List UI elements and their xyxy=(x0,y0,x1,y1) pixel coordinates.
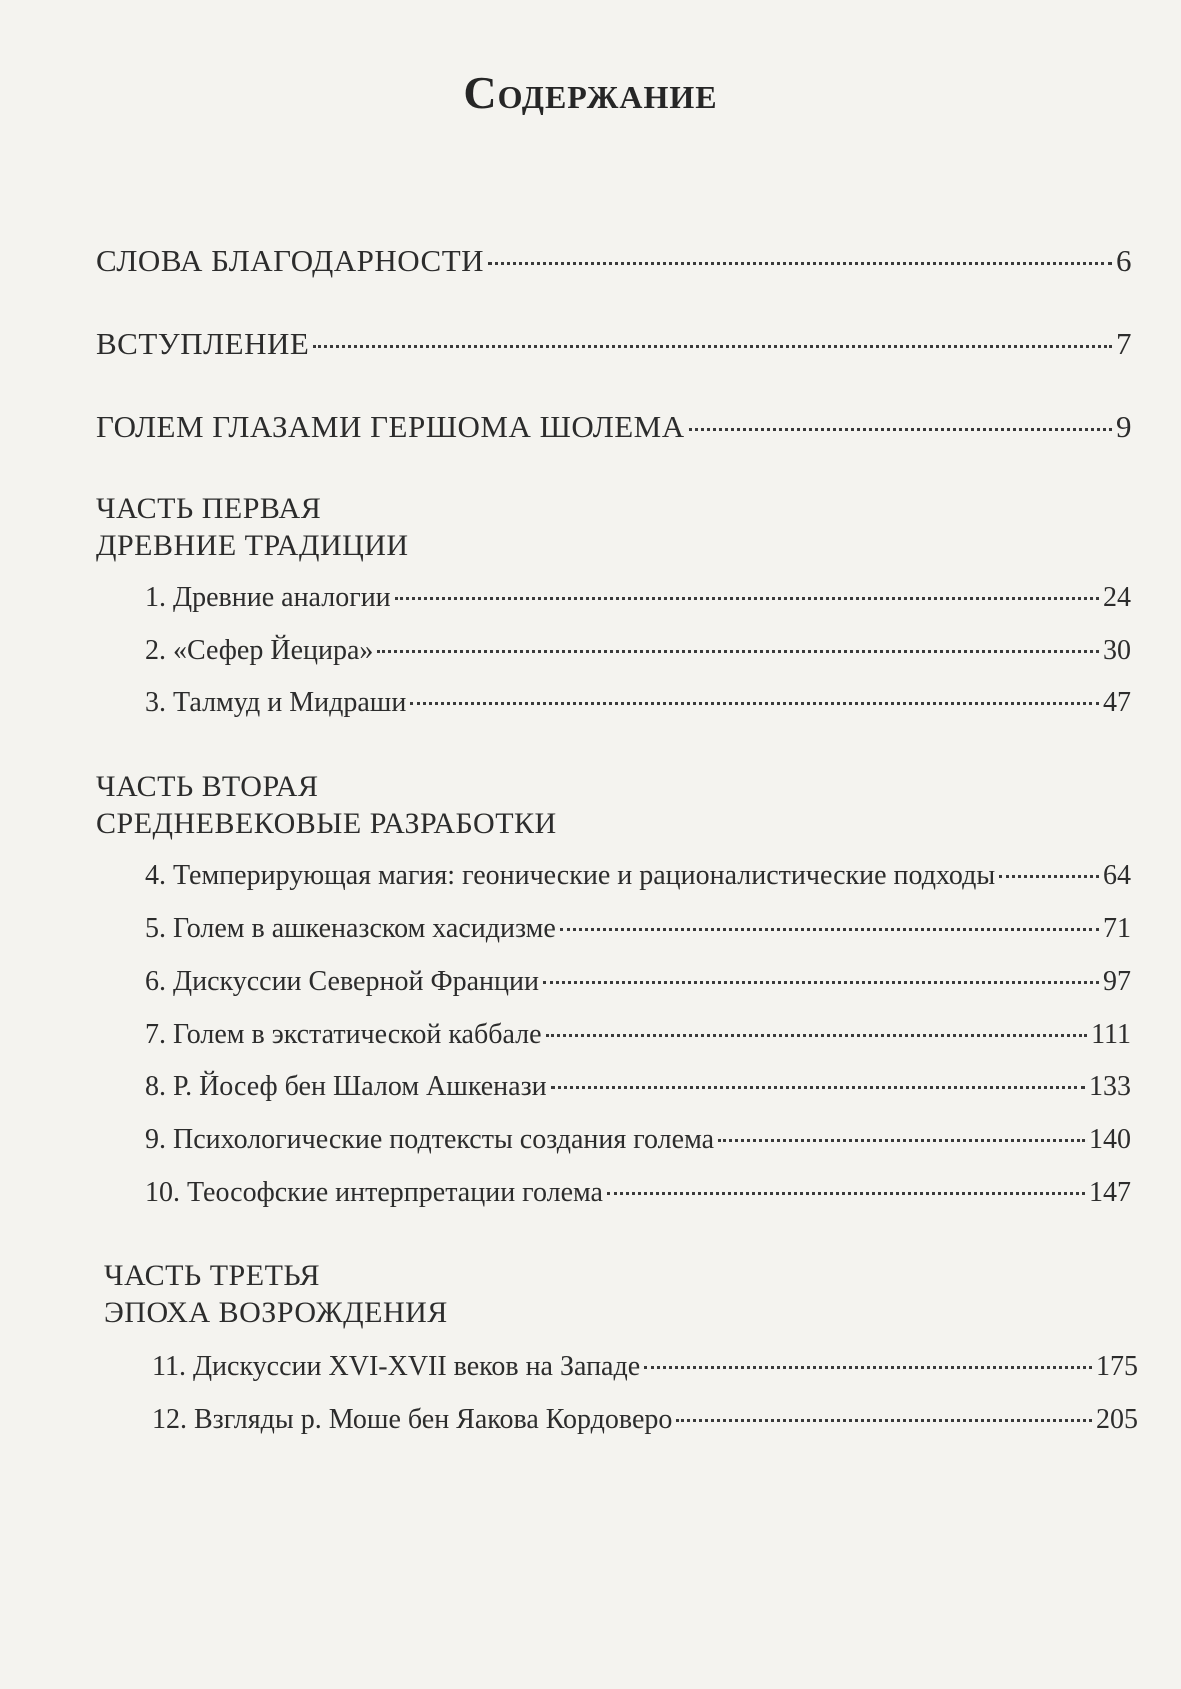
toc-entry-page: 64 xyxy=(1103,860,1131,891)
toc-entry-page: 205 xyxy=(1096,1404,1138,1435)
toc-chapter-11[interactable] xyxy=(152,1350,1138,1384)
toc-entry-page: 133 xyxy=(1089,1071,1131,1102)
toc-entry-page: 140 xyxy=(1089,1124,1131,1155)
dot-leader xyxy=(676,1419,1092,1422)
toc-entry-acknowledgements[interactable] xyxy=(96,244,1132,278)
toc-entry-page: 147 xyxy=(1089,1177,1131,1208)
toc-chapter-2[interactable] xyxy=(145,634,1131,668)
toc-entry-label: 3. Талмуд и Мидраши xyxy=(145,687,407,718)
dot-leader xyxy=(560,928,1099,931)
dot-leader xyxy=(644,1366,1092,1369)
toc-entry-label: 10. Теософские интерпретации голема xyxy=(145,1177,603,1208)
toc-entry-label: 12. Взгляды р. Моше бен Яакова Кордоверо xyxy=(152,1404,673,1435)
dot-leader xyxy=(543,981,1099,984)
toc-entry-label: ВСТУПЛЕНИЕ xyxy=(96,326,310,361)
dot-leader xyxy=(546,1034,1088,1037)
toc-entry-label: 8. Р. Йосеф бен Шалом Ашкенази xyxy=(145,1071,547,1102)
toc-entry-label: 5. Голем в ашкеназском хасидизме xyxy=(145,913,556,944)
toc-entry-page: 9 xyxy=(1116,409,1132,444)
toc-chapter-5[interactable] xyxy=(145,912,1131,946)
dot-leader xyxy=(689,428,1112,431)
dot-leader xyxy=(313,345,1112,348)
toc-entry-page: 71 xyxy=(1103,913,1131,944)
toc-entry-label: 6. Дискуссии Северной Франции xyxy=(145,966,539,997)
toc-chapter-1[interactable] xyxy=(145,581,1131,615)
part-1-label: ЧАСТЬ ПЕРВАЯ xyxy=(96,492,322,525)
toc-chapter-10[interactable] xyxy=(145,1176,1131,1210)
toc-chapter-8[interactable] xyxy=(145,1070,1131,1104)
dot-leader xyxy=(551,1086,1085,1089)
toc-chapter-4[interactable] xyxy=(145,859,1131,893)
dot-leader xyxy=(395,597,1099,600)
part-2-title: СРЕДНЕВЕКОВЫЕ РАЗРАБОТКИ xyxy=(96,807,557,840)
part-3-title: ЭПОХА ВОЗРОЖДЕНИЯ xyxy=(104,1296,448,1329)
part-2-label: ЧАСТЬ ВТОРАЯ xyxy=(96,770,319,803)
toc-entry-label: 4. Темперирующая магия: геонические и рационалистические подходы xyxy=(145,860,996,891)
dot-leader xyxy=(377,650,1099,653)
dot-leader xyxy=(999,875,1099,878)
toc-entry-label: 1. Древние аналогии xyxy=(145,582,391,613)
dot-leader xyxy=(410,702,1099,705)
dot-leader xyxy=(488,262,1112,265)
toc-entry-label: 11. Дискуссии XVI-XVII веков на Западе xyxy=(152,1351,641,1382)
toc-entry-page: 111 xyxy=(1091,1019,1131,1050)
toc-entry-label: СЛОВА БЛАГОДАРНОСТИ xyxy=(96,243,485,278)
dot-leader xyxy=(607,1192,1085,1195)
toc-chapter-12[interactable] xyxy=(152,1403,1138,1437)
toc-chapter-9[interactable] xyxy=(145,1123,1131,1157)
toc-entry-page: 6 xyxy=(1116,243,1132,278)
part-1-title: ДРЕВНИЕ ТРАДИЦИИ xyxy=(96,529,409,562)
part-3-label: ЧАСТЬ ТРЕТЬЯ xyxy=(104,1259,321,1292)
toc-entry-label: 9. Психологические подтексты создания голема xyxy=(145,1124,715,1155)
toc-entry-page: 47 xyxy=(1103,687,1131,718)
toc-entry-page: 7 xyxy=(1116,326,1132,361)
toc-entry-label: 2. «Сефер Йецира» xyxy=(145,635,374,666)
toc-entry-page: 175 xyxy=(1096,1351,1138,1382)
toc-chapter-3[interactable] xyxy=(145,686,1131,720)
toc-chapter-7[interactable] xyxy=(145,1018,1131,1052)
toc-entry-label: ГОЛЕМ ГЛАЗАМИ ГЕРШОМА ШОЛЕМА xyxy=(96,409,685,444)
dot-leader xyxy=(718,1139,1085,1142)
toc-entry-introduction[interactable] xyxy=(96,327,1132,361)
toc-entry-page: 97 xyxy=(1103,966,1131,997)
toc-entry-page: 24 xyxy=(1103,582,1131,613)
toc-entry-label: 7. Голем в экстатической каббале xyxy=(145,1019,542,1050)
toc-entry-scholem[interactable] xyxy=(96,410,1132,444)
page-title: Содержание xyxy=(463,67,718,118)
toc-entry-page: 30 xyxy=(1103,635,1131,666)
toc-chapter-6[interactable] xyxy=(145,965,1131,999)
